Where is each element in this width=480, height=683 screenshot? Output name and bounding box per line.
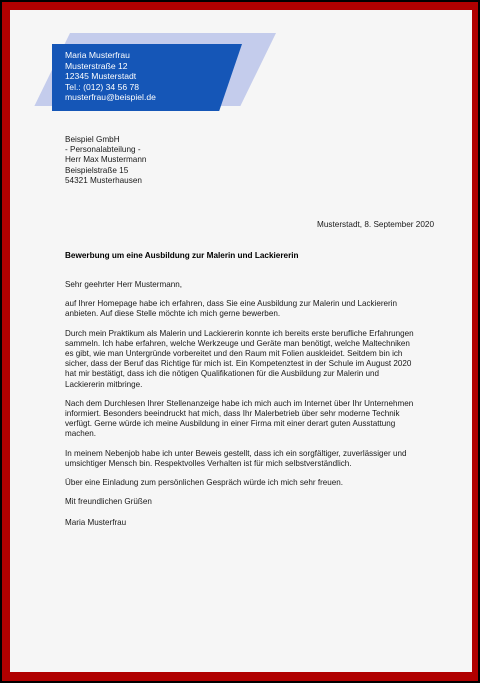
recipient-department: - Personalabteilung - (65, 145, 141, 155)
body-paragraph (65, 299, 437, 319)
sender-name: Maria Musterfrau (65, 50, 130, 60)
paragraph-line: informiert. Besonders beeindruckt hat mich, dass Ihr Malerbetrieb über sehr moderne Technik (65, 409, 400, 419)
letter-date: Musterstadt, 8. September 2020 (317, 220, 434, 229)
paragraph-line: auf Ihrer Homepage habe ich erfahren, dass Sie eine Ausbildung zur Malerin und Lackiererin (65, 299, 398, 309)
paragraph-line: Durch mein Praktikum als Malerin und Lackiererin konnte ich bereits erste berufliche Erfahrungen (65, 328, 414, 338)
body-paragraph (65, 399, 437, 440)
sender-city: 12345 Musterstadt (65, 71, 137, 82)
paragraph-line: hat mir bestätigt, dass ich die nötigen Qualifikationen für die Ausbildung zur Malerin und (65, 369, 380, 379)
recipient-company: Beispiel GmbH (65, 135, 120, 144)
paragraph-line: es gibt, wie man Untergründe vorbereitet und den Raum mit Folien auskleidet. Seitdem bin ich (65, 349, 403, 359)
paragraph-line: umsichtiger Mensch bin. Respektvolles Verhalten ist für mich selbstverständlich. (65, 458, 352, 468)
paragraph-line: Über eine Einladung zum persönlichen Gespräch würde ich mich sehr freuen. (65, 478, 344, 488)
recipient-street: Beispielstraße 15 (65, 165, 129, 175)
paragraph-line: Nach dem Durchlesen Ihrer Stellenanzeige habe ich mich auch im Internet über Ihr Unternehmen (65, 398, 414, 408)
letter-page (10, 10, 472, 672)
recipient-address (65, 135, 146, 186)
body-paragraph (65, 449, 437, 469)
salutation: Sehr geehrter Herr Mustermann, (65, 280, 182, 289)
letter-body (65, 280, 437, 516)
closing: Mit freundlichen Grüßen (65, 497, 152, 507)
paragraph-line: machen. (65, 429, 97, 439)
paragraph-line: Lackiererin mitbringe. (65, 379, 143, 389)
recipient-city: 54321 Musterhausen (65, 175, 142, 185)
letter-subject: Bewerbung um eine Ausbildung zur Malerin und Lackiererin (65, 251, 299, 260)
body-paragraph (65, 329, 437, 390)
sender-address (65, 50, 156, 103)
recipient-person: Herr Max Mustermann (65, 155, 147, 165)
paragraph-line: In meinem Nebenjob habe ich unter Beweis gestellt, dass ich ein sorgfältiger, zuverlässiger und (65, 448, 407, 458)
body-paragraphs (65, 299, 437, 488)
page-frame (2, 2, 478, 681)
paragraph-line: anbieten. Auf diese Stelle möchte ich mich gerne bewerben. (65, 309, 281, 319)
paragraph-line: verfügt. Gerne würde ich meine Ausbildung in einer Firma mit einer derart guten Ausstattung (65, 419, 396, 429)
paragraph-line: sammeln. Ich habe erfahren, welche Werkzeuge und Geräte man benötigt, welche Maltechniken (65, 338, 410, 348)
paragraph-line: sicher, dass der Beruf das Richtige für mich ist. Ein Kompetenztest in der Schule im August 2020 (65, 359, 412, 369)
sender-phone: Tel.: (012) 34 56 78 (65, 81, 140, 92)
sender-email: musterfrau@beispiel.de (65, 92, 156, 103)
body-paragraph (65, 478, 437, 488)
sender-street: Musterstraße 12 (65, 60, 128, 71)
signature: Maria Musterfrau (65, 518, 127, 527)
